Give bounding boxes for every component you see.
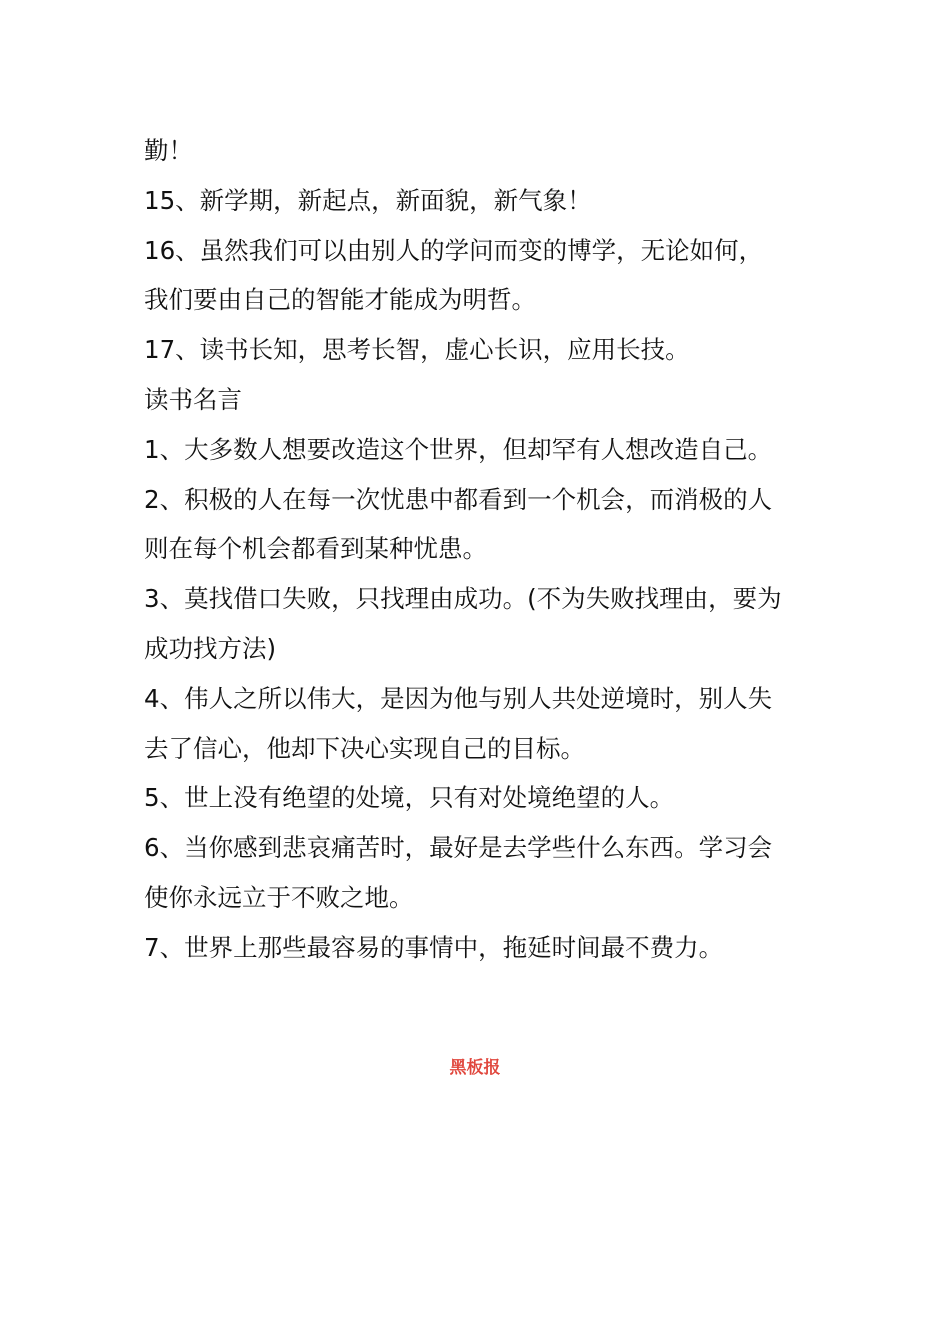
text-line: 6、当你感到悲哀痛苦时，最好是去学些什么东西。学习会 bbox=[144, 833, 773, 863]
text-line: 1、大多数人想要改造这个世界，但却罕有人想改造自己。 bbox=[144, 434, 773, 464]
text-line: 5、世上没有绝望的处境，只有对处境绝望的人。 bbox=[144, 783, 675, 813]
text-line: 成功找方法) bbox=[144, 633, 277, 663]
text-line: 2、积极的人在每一次忧患中都看到一个机会，而消极的人 bbox=[144, 484, 773, 514]
text-line: 7、世界上那些最容易的事情中，拖延时间最不费力。 bbox=[144, 932, 724, 962]
text-line: 去了信心，他却下决心实现自己的目标。 bbox=[144, 733, 585, 763]
text-line: 使你永远立于不败之地。 bbox=[144, 882, 414, 912]
text-line: 勤！ bbox=[144, 136, 193, 165]
text-line: 则在每个机会都看到某种忧患。 bbox=[144, 534, 487, 564]
text-line: 3、莫找借口失败，只找理由成功。(不为失败找理由，要为 bbox=[144, 584, 782, 614]
footer-link-blackboard[interactable]: 黑板报 bbox=[449, 1058, 501, 1078]
text-line: 15、新学期，新起点，新面貌，新气象！ bbox=[144, 185, 592, 215]
text-line: 4、伟人之所以伟大，是因为他与别人共处逆境时，别人失 bbox=[144, 683, 773, 713]
text-line: 17、读书长知，思考长智，虚心长识，应用长技。 bbox=[144, 335, 690, 365]
text-line: 我们要由自己的智能才能成为明哲。 bbox=[144, 285, 536, 315]
document-body bbox=[144, 126, 814, 973]
text-line: 16、虽然我们可以由别人的学问而变的博学，无论如何， bbox=[144, 235, 764, 265]
section-heading: 读书名言 bbox=[144, 384, 242, 414]
